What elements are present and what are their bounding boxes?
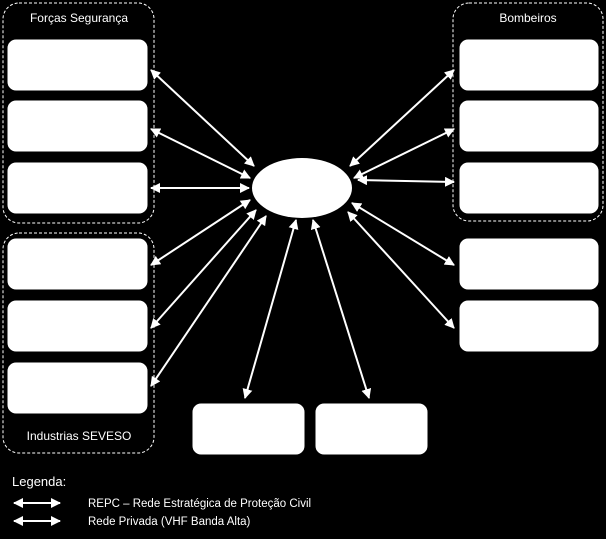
firefighters-entity-box [460,40,598,90]
central-hub-ellipse [252,158,352,218]
entity-box [460,239,598,289]
connector-arrow [358,180,454,182]
seveso-entity-box [8,239,147,289]
entity-box [460,301,598,351]
firefighters-group-title: Bombeiros [499,11,557,25]
legend-repc-label: REPC – Rede Estratégica de Proteção Civil [88,498,312,510]
connector-arrow [151,210,256,328]
connector-arrow [350,70,454,166]
security-forces-entity-box [8,40,147,90]
connector-arrow [313,220,369,398]
connector-arrow [151,70,254,166]
security-forces-entity-box [8,163,147,213]
legend-title: Legenda: [12,474,67,489]
connector-arrow [245,220,296,398]
security-forces-entity-box [8,101,147,151]
seveso-entity-box [8,301,147,351]
firefighters-entity-box [460,101,598,151]
security-forces-group-title: Forças Segurança [29,11,129,25]
entity-box [316,404,427,454]
seveso-industries-group-title: Industrias SEVESO [26,429,132,443]
legend-private-network-label: Rede Privada (VHF Banda Alta) [88,516,251,528]
connector-arrow [151,129,250,178]
seveso-entity-box [8,363,147,413]
entity-box [193,404,304,454]
firefighters-entity-box [460,163,598,213]
connector-arrow [354,129,454,178]
connector-arrow [151,216,266,386]
connector-arrow [348,212,454,328]
